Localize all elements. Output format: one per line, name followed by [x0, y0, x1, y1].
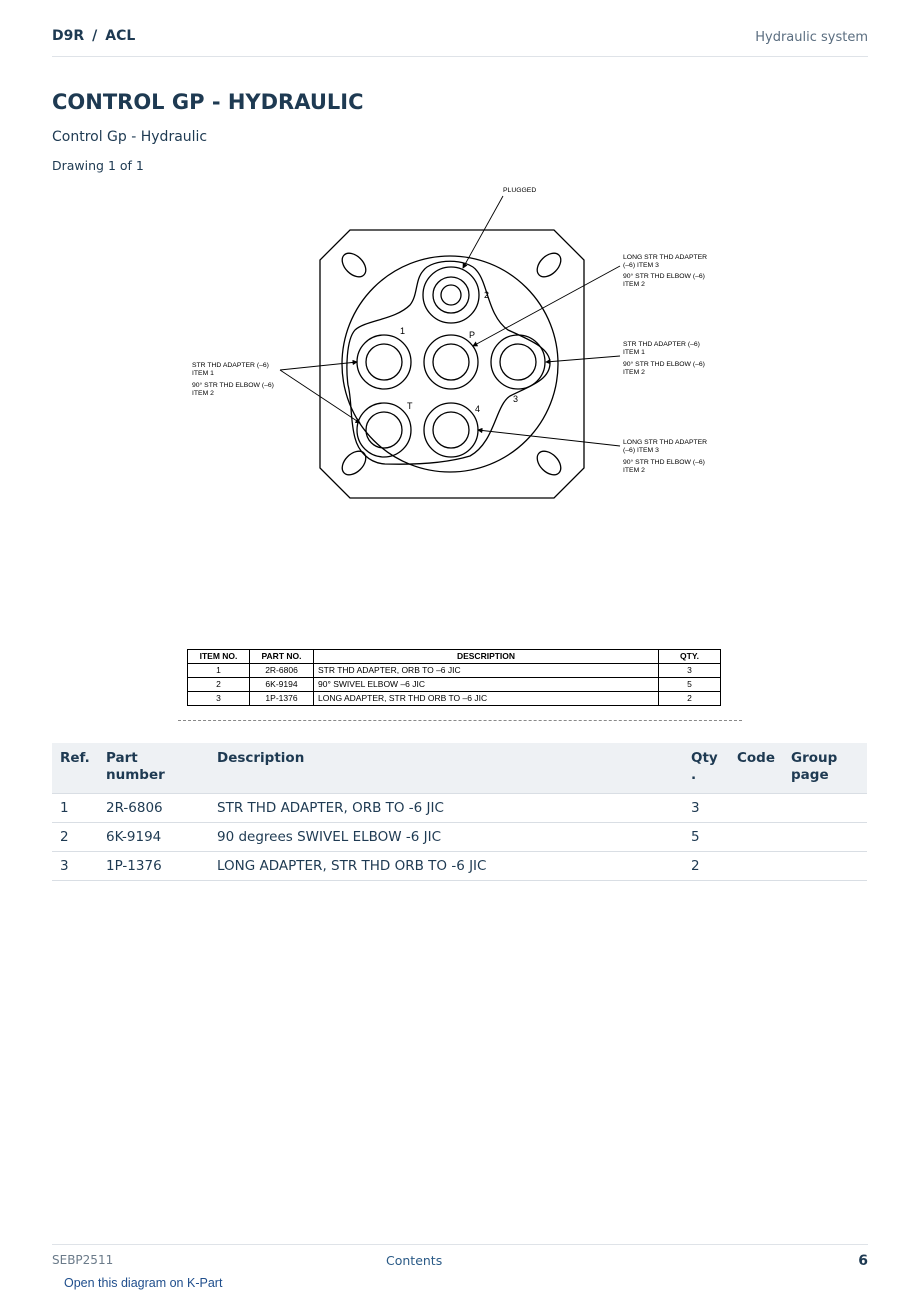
callout-line: ITEM 2: [623, 467, 645, 474]
embedded-cell-description: 90° SWIVEL ELBOW –6 JIC: [314, 678, 659, 692]
port-label-t: T: [407, 401, 413, 411]
port-4-inner: [433, 412, 469, 448]
valve-body: [342, 256, 558, 472]
callout-line: (–6) ITEM 3: [623, 262, 659, 269]
callout-line: STR THD ADAPTER (–6): [623, 341, 700, 348]
port-p-inner: [433, 344, 469, 380]
hydraulic-control-diagram: [170, 180, 750, 510]
port-label-3: 3: [513, 394, 519, 404]
cell-code: [729, 823, 783, 852]
port-p-outer: [424, 335, 478, 389]
embedded-cell-qty: 3: [659, 664, 721, 678]
embedded-header-item: ITEM NO.: [188, 650, 250, 664]
callout-line: LONG STR THD ADAPTER: [623, 439, 708, 446]
breadcrumb-separator: /: [92, 28, 98, 44]
mounting-slot: [533, 249, 566, 282]
embedded-cell-description: LONG ADAPTER, STR THD ORB TO –6 JIC: [314, 692, 659, 706]
cell-qty: 3: [683, 794, 729, 823]
cell-group-page: [783, 823, 867, 852]
column-header-ref: Ref.: [52, 743, 98, 794]
embedded-table-row: [188, 678, 721, 692]
port-2-outer: [423, 267, 479, 323]
cell-part-number: 2R-6806: [98, 794, 209, 823]
model-label: D9R: [52, 28, 85, 44]
cell-code: [729, 794, 783, 823]
embedded-header-part: PART NO.: [250, 650, 314, 664]
port-label-2: 2: [484, 290, 490, 300]
page-title: CONTROL GP - HYDRAULIC: [52, 90, 364, 114]
contents-link[interactable]: Contents: [386, 1253, 443, 1268]
port-3-outer: [491, 335, 545, 389]
table-row: [52, 823, 867, 852]
port-label-4: 4: [475, 404, 481, 414]
callout-line: (–6) ITEM 3: [623, 447, 659, 454]
leader-bottom-right: [478, 430, 620, 446]
cell-description: 90 degrees SWIVEL ELBOW -6 JIC: [209, 823, 683, 852]
page-header: [52, 28, 868, 57]
column-header-code: Code: [729, 743, 783, 794]
page-number: 6: [858, 1253, 868, 1269]
embedded-table-row: [188, 664, 721, 678]
leader-plugged: [463, 196, 503, 268]
serial-prefix-label: ACL: [105, 28, 136, 44]
callout-line: 90° STR THD ELBOW (–6): [192, 382, 274, 389]
valve-lobe-outline: [347, 261, 550, 464]
port-t-inner: [366, 412, 402, 448]
cell-description: LONG ADAPTER, STR THD ORB TO -6 JIC: [209, 852, 683, 881]
scan-divider: [178, 720, 742, 721]
embedded-cell-part: 1P-1376: [250, 692, 314, 706]
page-subtitle: Control Gp - Hydraulic: [52, 129, 208, 145]
column-header-description: Description: [209, 743, 683, 794]
callout-line: ITEM 2: [623, 281, 645, 288]
embedded-table-row: [188, 692, 721, 706]
port-3-inner: [500, 344, 536, 380]
callout-line: ITEM 1: [192, 370, 214, 377]
embedded-cell-item: 3: [188, 692, 250, 706]
group-header-line: Group: [791, 750, 838, 766]
embedded-cell-part: 2R-6806: [250, 664, 314, 678]
callout-line: ITEM 1: [623, 349, 645, 356]
embedded-header-qty: QTY.: [659, 650, 721, 664]
table-row: [52, 794, 867, 823]
cell-ref: 2: [52, 823, 98, 852]
leader-top-right: [473, 266, 620, 346]
embedded-cell-part: 6K-9194: [250, 678, 314, 692]
callout-line: 90° STR THD ELBOW (–6): [623, 273, 705, 280]
embedded-cell-qty: 2: [659, 692, 721, 706]
cell-qty: 5: [683, 823, 729, 852]
column-header-group-page: [783, 743, 867, 794]
embedded-parts-table: [187, 649, 721, 706]
cell-group-page: [783, 794, 867, 823]
qty-header-line: .: [691, 767, 697, 783]
embedded-cell-item: 2: [188, 678, 250, 692]
group-header-line: page: [791, 767, 829, 783]
document-id: SEBP2511: [52, 1253, 114, 1267]
embedded-cell-description: STR THD ADAPTER, ORB TO –6 JIC: [314, 664, 659, 678]
callout-line: ITEM 2: [192, 390, 214, 397]
cell-group-page: [783, 852, 867, 881]
mounting-slot: [338, 447, 371, 480]
section-name: Hydraulic system: [755, 30, 868, 45]
port-label-1: 1: [400, 326, 406, 336]
column-header-part-number: Part number: [98, 743, 209, 794]
embedded-cell-qty: 5: [659, 678, 721, 692]
leader-left-upper: [280, 362, 357, 370]
embedded-cell-item: 1: [188, 664, 250, 678]
mounting-slot: [533, 447, 566, 480]
open-in-kpart-link[interactable]: Open this diagram on K-Part: [64, 1276, 223, 1290]
qty-header-line: Qty: [691, 750, 718, 766]
port-2-mid: [433, 277, 469, 313]
callout-plugged: PLUGGED: [503, 187, 537, 194]
callout-line: 90° STR THD ELBOW (–6): [623, 459, 705, 466]
callout-line: 90° STR THD ELBOW (–6): [623, 361, 705, 368]
cell-ref: 1: [52, 794, 98, 823]
port-4-outer: [424, 403, 481, 457]
cell-part-number: 1P-1376: [98, 852, 209, 881]
page-footer: [52, 1244, 868, 1275]
parts-list-table: [52, 743, 867, 881]
cell-code: [729, 852, 783, 881]
table-row: [52, 852, 867, 881]
breadcrumb: [52, 28, 135, 44]
cell-ref: 3: [52, 852, 98, 881]
port-label-p: P: [469, 330, 476, 340]
port-1-inner: [366, 344, 402, 380]
port-1-outer: [357, 335, 411, 389]
leader-mid-right: [546, 356, 620, 362]
port-2-plug: [441, 285, 461, 305]
cell-part-number: 6K-9194: [98, 823, 209, 852]
cell-description: STR THD ADAPTER, ORB TO -6 JIC: [209, 794, 683, 823]
callout-line: STR THD ADAPTER (–6): [192, 362, 269, 369]
embedded-header-description: DESCRIPTION: [314, 650, 659, 664]
drawing-counter: Drawing 1 of 1: [52, 158, 144, 173]
cell-qty: 2: [683, 852, 729, 881]
callout-line: LONG STR THD ADAPTER: [623, 254, 708, 261]
mounting-slot: [338, 249, 371, 282]
callout-line: ITEM 2: [623, 369, 645, 376]
column-header-qty: [683, 743, 729, 794]
